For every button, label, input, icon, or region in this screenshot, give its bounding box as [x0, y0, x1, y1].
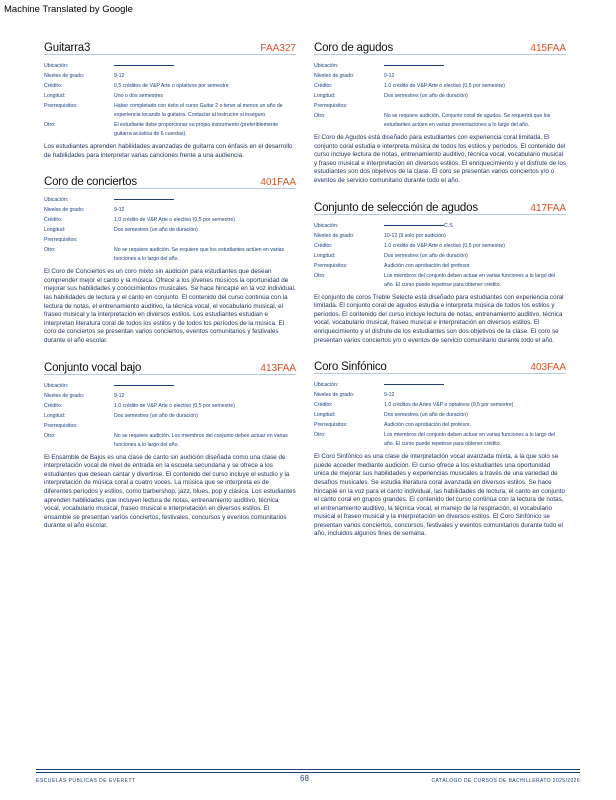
detail-label: Prerrequisitos:	[44, 237, 78, 244]
detail-label: Longitud:	[314, 93, 336, 99]
detail-row	[44, 411, 296, 421]
detail-value: Dos semestres (un año de duración)	[114, 412, 198, 419]
course-details	[314, 61, 566, 130]
detail-label: Crédito:	[314, 83, 333, 89]
footer-divider	[36, 769, 580, 770]
detail-label: Ubicación:	[44, 63, 69, 69]
page-number: 68	[300, 774, 309, 783]
course-header	[314, 351, 566, 374]
detail-value: No se requiere audición. Conjunto coral de agudos. Se requerirá que los estudiantes actúen en varias presentaciones a lo largo del año.	[384, 113, 551, 128]
detail-row	[314, 420, 566, 430]
detail-label: Otro:	[314, 432, 326, 439]
detail-label: Longitud:	[314, 412, 336, 419]
detail-row	[314, 390, 566, 400]
detail-label: Otro:	[44, 432, 56, 439]
course-details	[314, 221, 566, 290]
course-details	[314, 380, 566, 449]
detail-value: 1.0 crédito de V&P Arte o electivo (0,5 por semestre)	[114, 217, 236, 224]
detail-value: Dos semestres (un año de duración)	[384, 412, 468, 419]
course-block	[314, 192, 566, 346]
detail-label: Prerrequisitos:	[314, 422, 348, 429]
detail-value	[384, 101, 566, 111]
detail-label: Longitud:	[314, 252, 336, 259]
detail-row	[314, 410, 566, 420]
right-column	[314, 32, 566, 545]
course-header	[314, 192, 566, 215]
detail-value	[384, 61, 566, 71]
detail-value: Los miembros del conjunto deben actuar en varias funciones a lo largo del año. El curso puede repetirse para obtener crédito.	[384, 272, 556, 288]
detail-value: Dos semestres (un año de duración)	[384, 93, 468, 99]
course-description: El conjunto de coros Treble Selecte está diseñado para estudiantes con experiencia coral limitada. El conjunto coral de agudos estudia e interpreta música de todos los estilos y períodos. El contenido del curso incluye lectura de notas, entrenamiento auditivo, técnica vocal, vocabulario musical, fraseo musical e interpretación en diversos estilos. El enriquecimiento y el disfrute de los estudiantes son dos objetivos de la clase. El coro se presentan varios conciertos y/o o eventos de servicio comunitario durante todo el año.	[314, 293, 564, 344]
detail-label: Crédito:	[44, 217, 63, 224]
detail-label: Crédito:	[44, 83, 63, 89]
course-title: Conjunto de selección de agudos	[314, 201, 478, 214]
detail-label: Otro:	[44, 247, 56, 254]
detail-value	[114, 381, 296, 391]
course-description: El Coro de Conciertos es un coro mixto sin audición para estudiantes que desean comprender mejor el canto y la música. Ofrece a los jóvenes músicos la oportunidad de mejorar sus habilidades y conocimientos musicales. Se hace hincapié en la voz individual, las habilidades de lectura y el canto en conjunto. El contenido del curso continúa con la lectura de notas, el entrenamiento auditivo, la técnica vocal, el vocabulario musical, el fraseo musical y la interpretación en diversos estilos. Los estudiantes estudian e interpretan literatura coral de todos los estilos y de todos los períodos de la música. El coro de conciertos se presentan varios conciertos, eventos comunitarios y festivales durante el año escolar.	[44, 268, 296, 344]
course-details	[44, 381, 296, 450]
course-description: El Ensamble de Bajos es una clase de canto sin audición diseñada como una clase de interpretación vocal de nivel de entrada en la escuela secundaria y se ofrece a los estudiantes que desean cantar y divertirse. El contenido del curso incluye el estudio y la interpretación de música coral a cuatro voces. La música que se interpreta es de diferentes períodos y estilos, como barbershop, jazz, blues, pop y clásica. Los estudiantes aprenden habilidades que incluyen lectura de notas, entrenamiento auditivo, técnica vocal, vocabulario musical, fraseo musical e interpretación en diversos estilos. El ensamble se presentan varios conciertos, festivales, concursos y eventos comunitarios durante el año escolar.	[44, 453, 296, 530]
footer-district: ESCUELAS PÚBLICAS DE EVERETT	[36, 778, 136, 784]
detail-value: No se requiere audición. Los miembros del conjunto deben actuar en varias funciones a lo largo del año.	[114, 432, 288, 448]
detail-row	[44, 401, 296, 411]
detail-row	[44, 91, 296, 101]
detail-value: 9-12	[384, 73, 395, 79]
course-details	[44, 195, 296, 264]
detail-row	[44, 205, 296, 215]
detail-value: 1.0 crédito de V&P Arte o electivo (0,5 por semestre)	[384, 242, 506, 249]
detail-label: Prerrequisitos:	[44, 103, 78, 109]
detail-row	[314, 91, 566, 101]
detail-row	[44, 120, 296, 139]
detail-row	[314, 251, 566, 261]
detail-row	[314, 241, 566, 251]
course-title: Guitarra3	[44, 42, 91, 54]
detail-row	[44, 431, 296, 450]
course-title: Coro Sinfónico	[314, 361, 387, 374]
course-block	[314, 32, 566, 186]
detail-value: Dos semestres (un año de duración)	[384, 252, 468, 259]
detail-label: Prerrequisitos:	[44, 422, 78, 429]
detail-label: Longitud:	[44, 227, 66, 234]
detail-label: Prerrequisitos:	[314, 262, 348, 269]
detail-label: Crédito:	[314, 402, 333, 409]
detail-row	[314, 271, 566, 290]
detail-row	[314, 261, 566, 271]
course-code: 417FAA	[530, 202, 566, 214]
detail-value: Los miembros del conjunto deben actuar en varias funciones a lo largo del año. El curso puede repetirse para obtener crédito.	[384, 432, 556, 448]
detail-row	[44, 81, 296, 91]
detail-row	[44, 245, 296, 264]
detail-label: Niveles de grado:	[44, 392, 85, 399]
detail-value: 10-12 (9 solo por audición)	[384, 232, 446, 239]
detail-row	[314, 430, 566, 449]
detail-value: Audición con aprobación del profesor.	[384, 422, 471, 429]
detail-value: No se requiere audición. Se requiere que los estudiantes actúen en varias funciones a lo largo del año.	[114, 247, 285, 263]
detail-label: Prerrequisitos:	[314, 103, 348, 109]
course-header	[44, 352, 296, 375]
course-header	[314, 32, 566, 55]
detail-value	[114, 235, 296, 245]
detail-label: Longitud:	[44, 93, 66, 99]
course-block	[44, 352, 296, 531]
detail-value: 9-12	[384, 392, 395, 399]
detail-row	[314, 71, 566, 81]
detail-row	[44, 195, 296, 205]
detail-row	[314, 101, 566, 111]
detail-label: Niveles de grado:	[314, 232, 355, 239]
location-underline	[384, 225, 444, 226]
detail-row	[314, 221, 566, 231]
course-header	[44, 32, 296, 55]
detail-label: Niveles de grado:	[44, 73, 85, 79]
course-block	[314, 351, 566, 539]
course-code: 401FAA	[260, 177, 296, 189]
course-description: Los estudiantes aprenden habilidades avanzadas de guitarra con énfasis en el desarrollo de habilidades para interpretar varias canciones frente a una audiencia.	[44, 143, 293, 159]
detail-value: Audición con aprobación del profesor.	[384, 262, 471, 269]
course-header	[44, 166, 296, 189]
detail-value	[114, 61, 296, 71]
detail-row	[314, 81, 566, 91]
detail-row	[44, 235, 296, 245]
detail-row	[44, 215, 296, 225]
course-code: 415FAA	[530, 43, 566, 54]
left-column	[44, 32, 296, 537]
course-code: 413FAA	[260, 362, 296, 374]
detail-value	[384, 380, 566, 390]
location-underline	[384, 384, 444, 385]
detail-row	[314, 380, 566, 390]
detail-label: Ubicación:	[314, 382, 339, 389]
detail-label: Ubicación:	[44, 197, 69, 204]
detail-label: Crédito:	[314, 242, 333, 249]
detail-row	[314, 61, 566, 71]
detail-label: Otro:	[314, 272, 326, 279]
course-code: FAA327	[260, 43, 296, 54]
detail-value: 9-12	[114, 392, 125, 399]
course-block	[44, 166, 296, 345]
detail-label: Ubicación:	[44, 382, 69, 389]
detail-label: Niveles de grado:	[44, 207, 85, 214]
location-underline	[114, 199, 174, 200]
detail-row	[44, 381, 296, 391]
course-block	[44, 32, 296, 160]
detail-label: Longitud:	[44, 412, 66, 419]
detail-row	[314, 111, 566, 130]
detail-row	[314, 231, 566, 241]
detail-value: 1.0 crédito de V&P Arte o electivo (0,5 por semestre)	[384, 83, 506, 89]
machine-translation-banner: Machine Translated by Google	[4, 4, 133, 15]
detail-value: El estudiante debe proporcionar su propio instrumento (preferiblemente guitarra acústica de 6 cuerdas).	[114, 122, 279, 137]
detail-value	[114, 195, 296, 205]
detail-row	[44, 101, 296, 120]
detail-label: Otro:	[44, 122, 56, 128]
detail-row	[44, 391, 296, 401]
detail-label: Niveles de grado:	[314, 392, 355, 399]
course-code: 403FAA	[530, 362, 566, 374]
detail-label: Ubicación:	[314, 63, 339, 69]
detail-value: C.S.	[384, 221, 566, 231]
detail-value	[114, 421, 296, 431]
detail-value: 0,5 créditos de V&P Arte o optativos por semestre	[114, 83, 229, 89]
detail-label: Niveles de grado:	[314, 73, 355, 79]
detail-value: 1.0 crédito de V&P Arte o electivo (0,5 por semestre)	[114, 402, 236, 409]
detail-row	[44, 61, 296, 71]
detail-value: Dos semestres (un año de duración)	[114, 227, 198, 234]
location-underline	[114, 65, 174, 66]
detail-value: Uno o dos semestres	[114, 93, 164, 99]
footer-divider	[36, 772, 580, 773]
course-details	[44, 61, 296, 139]
course-title: Coro de conciertos	[44, 176, 137, 189]
detail-label: Crédito:	[44, 402, 63, 409]
footer-catalog: CATÁLOGO DE CURSOS DE BACHILLERATO 2025/2026	[431, 778, 580, 784]
detail-row	[44, 421, 296, 431]
detail-label: Ubicación:	[314, 222, 339, 229]
detail-row	[44, 225, 296, 235]
course-title: Conjunto vocal bajo	[44, 361, 142, 374]
detail-row	[314, 400, 566, 410]
course-description: El Coro de Agudos está diseñado para estudiantes con experiencia coral limitada. El conjunto coral estudia e interpreta música de todos los estilos y períodos. El contenido del curso incluye lectura de notas, entrenamiento auditivo, técnica vocal, vocabulario musical y fraseo musical e interpretación en diversos estilos. El enriquecimiento y el disfrute de los estudiantes son dos objetivos de la clase. El coro se presentan varios conciertos y/o o eventos de servicio comunitario durante todo el año.	[314, 134, 566, 184]
detail-value: Haber completado con éxito el curso Guitar 2 o tener al menos un año de experiencia tocando la guitarra. Contactar al instructor si inseguro.	[114, 103, 283, 118]
detail-value: 9-12	[114, 73, 125, 79]
course-description: El Coro Sinfónico es una clase de interpretación vocal avanzada mixta, a la que solo se puede acceder mediante audición. El curso ofrece a los estudiantes una oportunidad única de mejorar sus habilidades y experiencias musicales a través de una variedad de desafíos musicales. Se estudia literatura coral avanzada en diversos estilos. Se hace hincapié en la voz para el canto individual, las habilidades de lectura, el canto en conjunto el canto coral en grupos grandes. El contenido del curso continúa con la lectura de notas, el entrenamiento auditivo, la técnica vocal, el manejo de la respiración, el vocabulario musical el fraseo musical y la interpretación en diversos estilos. El Coro Sinfónico se presentan varios conciertos, concursos, festivales y eventos comunitarios durante todo el año, incluidos algunos fines de semana.	[314, 453, 565, 538]
detail-value: 9-12	[114, 207, 125, 214]
detail-label: Otro:	[314, 113, 326, 119]
course-title: Coro de agudos	[314, 42, 394, 54]
detail-row	[44, 71, 296, 81]
detail-value: 1.0 créditos de Artes V&P o optativos (0,5 por semestre)	[384, 402, 514, 409]
location-underline	[384, 65, 444, 66]
location-underline	[114, 385, 174, 386]
